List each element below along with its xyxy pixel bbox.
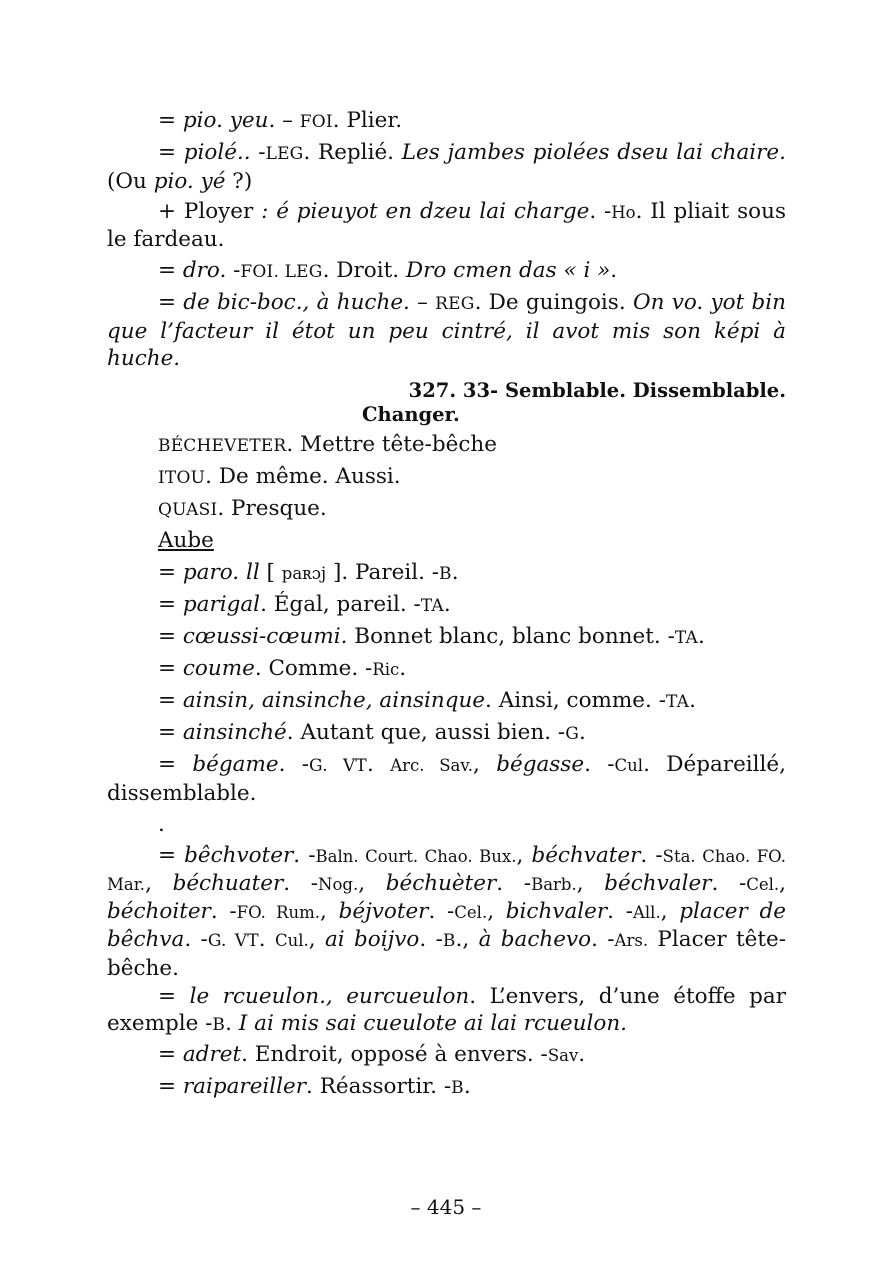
entry-coeussi: = cœussi-cœumi. Bonnet blanc, blanc bonnet. -TA. <box>158 624 705 649</box>
entry-raipareiller: = raipareiller. Réassortir. -B. <box>158 1074 471 1099</box>
entry-becheveter: BÉCHEVETER. Mettre tête-bêche <box>158 432 498 457</box>
entry-bechvoter: = bêchvoter. -Baln. Court. Chao. Bux., béchvater. -Sta. Chao. FO. Mar., béchuater. -Nog., béchuèter. -Barb., béchvaler. -Cel., béchoiter. -FO. Rum., béjvoter. -Cel., bichvaler. -All., placer de bêchva. -G. VT. Cul., ai boijvo. -B., à bachevo. -Ars. Placer tête-bêche. <box>107 843 786 981</box>
entry-quasi: QUASI. Presque. <box>158 496 327 521</box>
entry-paro: = paro. ll [ paʀɔj ]. Pareil. -B. <box>158 560 459 585</box>
region-heading-aube: Aube <box>158 528 214 553</box>
section-heading-line2: Changer. <box>362 403 460 426</box>
entry-piole: = piolé.. -LEG. Replié. Les jambes piolées dseu lai chaire. (Ou pio. yé ?) <box>107 140 786 194</box>
entry-dro: = dro. -FOI. LEG. Droit. Dro cmen das « i ». <box>158 258 618 283</box>
entry-rcueulon: = le rcueulon., eurcueulon. L’envers, d’une étoffe par exemple -B. I ai mis sai cueulote ai lai rcueulon. <box>107 984 786 1036</box>
entry-adret: = adret. Endroit, opposé à envers. -Sav. <box>158 1042 586 1067</box>
stray-dot: . <box>158 812 165 837</box>
section-heading <box>107 379 786 427</box>
entry-begame: = bégame. -G. VT. Arc. Sav., bégasse. -Cul. Dépareillé, dissemblable. <box>107 752 786 806</box>
page-number: – 445 – <box>410 1195 482 1219</box>
entry-coume: = coume. Comme. -Ric. <box>158 656 407 681</box>
entry-ainsinche: = ainsinché. Autant que, aussi bien. -G. <box>158 720 586 745</box>
entry-parigal: = parigal. Égal, pareil. -TA. <box>158 592 451 617</box>
entry-pio-yeu: = pio. yeu. – FOI. Plier. <box>158 108 403 133</box>
entry-itou: ITOU. De même. Aussi. <box>158 464 401 489</box>
entry-ainsin: = ainsin, ainsinche, ainsinque. Ainsi, comme. -TA. <box>158 688 696 713</box>
entry-ployer: + Ployer : é pieuyot en dzeu lai charge. -Ho. Il pliait sous le fardeau. <box>107 199 786 252</box>
entry-bic-boc: = de bic-boc., à huche. – REG. De guingois. On vo. yot bin que l’facteur il étot un peu cintré, il avot mis son képi à huche. <box>107 290 786 371</box>
page-body <box>107 0 786 1263</box>
section-heading-line1: 327. 33- Semblable. Dissemblable. <box>408 379 786 402</box>
